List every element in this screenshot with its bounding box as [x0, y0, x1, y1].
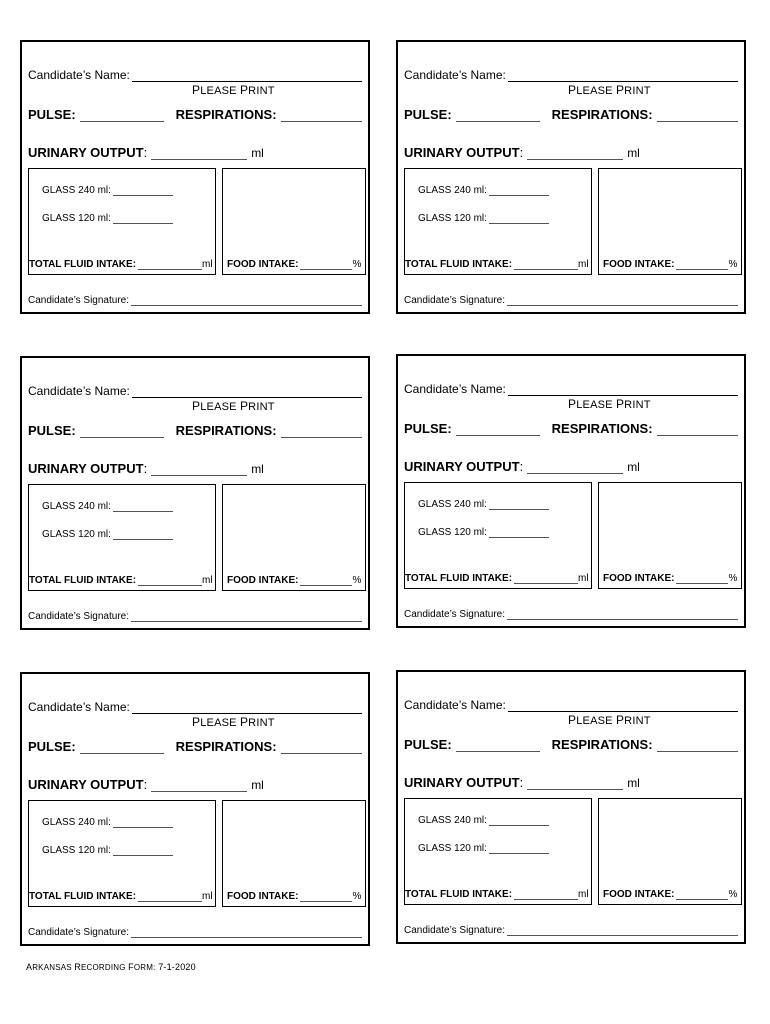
total-fluid-unit: ml — [578, 889, 589, 900]
glass-120-row — [42, 213, 173, 224]
urinary-unit: ml — [627, 146, 640, 160]
urinary-output-row: URINARY OUTPUT : ml — [28, 461, 264, 476]
respirations-field[interactable] — [281, 111, 362, 122]
urinary-output-field[interactable] — [151, 465, 247, 476]
candidate-name-field[interactable] — [508, 69, 738, 82]
vitals-row — [404, 734, 738, 752]
fluid-intake-box — [404, 168, 592, 275]
food-intake-box — [222, 800, 366, 907]
total-fluid-row — [405, 573, 589, 584]
pulse-label: PULSE: — [28, 739, 76, 754]
glass-240-label: GLASS 240 ml: — [42, 185, 111, 196]
urinary-output-label: URINARY OUTPUT — [28, 461, 144, 476]
vitals-row — [28, 104, 362, 122]
candidate-name-row — [28, 696, 362, 714]
candidate-name-field[interactable] — [508, 383, 738, 396]
glass-120-row — [418, 527, 549, 538]
fluid-intake-box — [28, 168, 216, 275]
food-intake-label: FOOD INTAKE: — [227, 891, 299, 902]
candidate-name-field[interactable] — [132, 701, 362, 714]
urinary-unit: ml — [251, 462, 264, 476]
total-fluid-label: TOTAL FLUID INTAKE: — [405, 889, 513, 900]
glass-120-row — [42, 529, 173, 540]
urinary-output-label: URINARY OUTPUT — [404, 145, 520, 160]
recording-card-3 — [20, 356, 370, 630]
food-intake-box — [222, 168, 366, 275]
signature-row — [28, 292, 362, 306]
food-intake-field[interactable] — [676, 889, 728, 900]
respirations-label: RESPIRATIONS: — [551, 421, 653, 436]
candidate-name-field[interactable] — [508, 699, 738, 712]
urinary-output-row: URINARY OUTPUT : ml — [404, 775, 640, 790]
food-intake-box — [598, 482, 742, 589]
food-intake-unit: % — [352, 259, 362, 270]
signature-field[interactable] — [131, 295, 362, 306]
food-intake-row — [227, 575, 363, 586]
glass-120-field[interactable] — [113, 213, 173, 224]
food-intake-box — [222, 484, 366, 591]
respirations-label: RESPIRATIONS: — [551, 107, 653, 122]
food-intake-unit: % — [728, 889, 738, 900]
pulse-label: PULSE: — [404, 107, 452, 122]
candidate-name-field[interactable] — [132, 385, 362, 398]
please-print-hint: PLEASE PRINT — [568, 83, 651, 97]
food-intake-field[interactable] — [300, 575, 352, 586]
signature-label: Candidate’s Signature: — [404, 609, 505, 620]
glass-120-field[interactable] — [113, 845, 173, 856]
urinary-output-row: URINARY OUTPUT : ml — [28, 777, 264, 792]
glass-120-field[interactable] — [489, 843, 549, 854]
pulse-label: PULSE: — [28, 107, 76, 122]
vitals-row — [404, 418, 738, 436]
glass-240-field[interactable] — [113, 501, 173, 512]
glass-240-label: GLASS 240 ml: — [418, 499, 487, 510]
urinary-output-row: URINARY OUTPUT : ml — [28, 145, 264, 160]
recording-card-1 — [20, 40, 370, 314]
glass-120-label: GLASS 120 ml: — [418, 527, 487, 538]
glass-240-field[interactable] — [489, 499, 549, 510]
respirations-field[interactable] — [657, 741, 738, 752]
food-intake-field[interactable] — [300, 259, 352, 270]
glass-120-row — [418, 843, 549, 854]
total-fluid-label: TOTAL FLUID INTAKE: — [29, 259, 137, 270]
respirations-field[interactable] — [657, 111, 738, 122]
signature-row — [28, 924, 362, 938]
glass-240-field[interactable] — [113, 185, 173, 196]
urinary-output-field[interactable] — [527, 779, 623, 790]
recording-card-6 — [396, 670, 746, 944]
glass-240-row — [42, 185, 173, 196]
food-intake-field[interactable] — [676, 259, 728, 270]
glass-240-field[interactable] — [489, 815, 549, 826]
glass-240-row — [418, 499, 549, 510]
form-footer: ARKANSAS RECORDING FORM: 7-1-2020 — [26, 962, 196, 972]
respirations-field[interactable] — [281, 743, 362, 754]
total-fluid-field[interactable] — [138, 891, 202, 902]
signature-row — [404, 606, 738, 620]
signature-row — [28, 608, 362, 622]
candidate-name-label: Candidate’s Name: — [28, 384, 130, 398]
recording-card-5 — [20, 672, 370, 946]
total-fluid-row — [29, 575, 213, 586]
total-fluid-row — [29, 259, 213, 270]
total-fluid-unit: ml — [578, 259, 589, 270]
total-fluid-unit: ml — [202, 575, 213, 586]
respirations-label: RESPIRATIONS: — [175, 423, 277, 438]
urinary-output-label: URINARY OUTPUT — [28, 145, 144, 160]
urinary-unit: ml — [251, 146, 264, 160]
glass-120-row — [42, 845, 173, 856]
urinary-output-field[interactable] — [151, 781, 247, 792]
glass-240-label: GLASS 240 ml: — [42, 501, 111, 512]
candidate-name-label: Candidate’s Name: — [404, 698, 506, 712]
food-intake-label: FOOD INTAKE: — [227, 575, 299, 586]
signature-label: Candidate’s Signature: — [28, 927, 129, 938]
urinary-output-field[interactable] — [527, 463, 623, 474]
glass-120-label: GLASS 120 ml: — [42, 845, 111, 856]
food-intake-row — [603, 259, 739, 270]
pulse-label: PULSE: — [404, 421, 452, 436]
candidate-name-row — [404, 694, 738, 712]
glass-240-row — [42, 501, 173, 512]
food-intake-unit: % — [352, 891, 362, 902]
please-print-hint: PLEASE PRINT — [192, 83, 275, 97]
signature-field[interactable] — [507, 295, 738, 306]
respirations-field[interactable] — [657, 425, 738, 436]
food-intake-box — [598, 798, 742, 905]
vitals-row — [404, 104, 738, 122]
candidate-name-label: Candidate’s Name: — [28, 700, 130, 714]
food-intake-label: FOOD INTAKE: — [227, 259, 299, 270]
urinary-output-row: URINARY OUTPUT : ml — [404, 145, 640, 160]
urinary-output-label: URINARY OUTPUT — [404, 459, 520, 474]
total-fluid-field[interactable] — [514, 573, 578, 584]
food-intake-field[interactable] — [676, 573, 728, 584]
signature-field[interactable] — [507, 609, 738, 620]
glass-120-row — [418, 213, 549, 224]
pulse-field[interactable] — [80, 111, 164, 122]
urinary-output-field[interactable] — [527, 149, 623, 160]
vitals-row — [28, 420, 362, 438]
signature-row — [404, 922, 738, 936]
total-fluid-label: TOTAL FLUID INTAKE: — [405, 259, 513, 270]
recording-card-4 — [396, 354, 746, 628]
total-fluid-label: TOTAL FLUID INTAKE: — [29, 891, 137, 902]
glass-120-label: GLASS 120 ml: — [42, 529, 111, 540]
please-print-hint: PLEASE PRINT — [568, 397, 651, 411]
total-fluid-unit: ml — [202, 891, 213, 902]
food-intake-field[interactable] — [300, 891, 352, 902]
total-fluid-row — [29, 891, 213, 902]
glass-120-label: GLASS 120 ml: — [418, 213, 487, 224]
signature-field[interactable] — [131, 927, 362, 938]
pulse-field[interactable] — [456, 741, 540, 752]
fluid-intake-box — [28, 800, 216, 907]
please-print-hint: PLEASE PRINT — [192, 715, 275, 729]
candidate-name-field[interactable] — [132, 69, 362, 82]
food-intake-unit: % — [728, 573, 738, 584]
candidate-name-row — [404, 378, 738, 396]
food-intake-label: FOOD INTAKE: — [603, 573, 675, 584]
urinary-output-label: URINARY OUTPUT — [28, 777, 144, 792]
signature-label: Candidate’s Signature: — [404, 925, 505, 936]
food-intake-row — [227, 891, 363, 902]
signature-label: Candidate’s Signature: — [28, 295, 129, 306]
glass-240-label: GLASS 240 ml: — [418, 815, 487, 826]
pulse-field[interactable] — [80, 743, 164, 754]
glass-120-label: GLASS 120 ml: — [418, 843, 487, 854]
glass-240-field[interactable] — [489, 185, 549, 196]
signature-field[interactable] — [507, 925, 738, 936]
fluid-intake-box — [404, 482, 592, 589]
glass-240-row — [418, 815, 549, 826]
glass-120-field[interactable] — [113, 529, 173, 540]
total-fluid-unit: ml — [578, 573, 589, 584]
glass-240-row — [42, 817, 173, 828]
total-fluid-field[interactable] — [138, 259, 202, 270]
food-intake-row — [603, 889, 739, 900]
vitals-row — [28, 736, 362, 754]
candidate-name-label: Candidate’s Name: — [404, 68, 506, 82]
glass-120-field[interactable] — [489, 527, 549, 538]
urinary-output-row: URINARY OUTPUT : ml — [404, 459, 640, 474]
pulse-field[interactable] — [456, 425, 540, 436]
fluid-intake-box — [28, 484, 216, 591]
candidate-name-label: Candidate’s Name: — [28, 68, 130, 82]
respirations-label: RESPIRATIONS: — [175, 739, 277, 754]
fluid-intake-box — [404, 798, 592, 905]
glass-240-field[interactable] — [113, 817, 173, 828]
total-fluid-row — [405, 889, 589, 900]
food-intake-unit: % — [728, 259, 738, 270]
food-intake-row — [227, 259, 363, 270]
candidate-name-row — [28, 380, 362, 398]
pulse-label: PULSE: — [404, 737, 452, 752]
food-intake-label: FOOD INTAKE: — [603, 889, 675, 900]
total-fluid-field[interactable] — [514, 259, 578, 270]
candidate-name-row — [28, 64, 362, 82]
urinary-output-label: URINARY OUTPUT — [404, 775, 520, 790]
respirations-label: RESPIRATIONS: — [175, 107, 277, 122]
respirations-field[interactable] — [281, 427, 362, 438]
glass-120-label: GLASS 120 ml: — [42, 213, 111, 224]
urinary-unit: ml — [251, 778, 264, 792]
signature-label: Candidate’s Signature: — [404, 295, 505, 306]
signature-row — [404, 292, 738, 306]
food-intake-row — [603, 573, 739, 584]
food-intake-label: FOOD INTAKE: — [603, 259, 675, 270]
glass-120-field[interactable] — [489, 213, 549, 224]
signature-label: Candidate’s Signature: — [28, 611, 129, 622]
urinary-output-field[interactable] — [151, 149, 247, 160]
recording-card-2 — [396, 40, 746, 314]
total-fluid-label: TOTAL FLUID INTAKE: — [29, 575, 137, 586]
pulse-label: PULSE: — [28, 423, 76, 438]
total-fluid-field[interactable] — [138, 575, 202, 586]
respirations-label: RESPIRATIONS: — [551, 737, 653, 752]
candidate-name-label: Candidate’s Name: — [404, 382, 506, 396]
signature-field[interactable] — [131, 611, 362, 622]
total-fluid-field[interactable] — [514, 889, 578, 900]
glass-240-row — [418, 185, 549, 196]
food-intake-box — [598, 168, 742, 275]
please-print-hint: PLEASE PRINT — [568, 713, 651, 727]
food-intake-unit: % — [352, 575, 362, 586]
urinary-unit: ml — [627, 776, 640, 790]
pulse-field[interactable] — [456, 111, 540, 122]
glass-240-label: GLASS 240 ml: — [418, 185, 487, 196]
glass-240-label: GLASS 240 ml: — [42, 817, 111, 828]
candidate-name-row — [404, 64, 738, 82]
urinary-unit: ml — [627, 460, 640, 474]
pulse-field[interactable] — [80, 427, 164, 438]
please-print-hint: PLEASE PRINT — [192, 399, 275, 413]
total-fluid-unit: ml — [202, 259, 213, 270]
total-fluid-label: TOTAL FLUID INTAKE: — [405, 573, 513, 584]
total-fluid-row — [405, 259, 589, 270]
